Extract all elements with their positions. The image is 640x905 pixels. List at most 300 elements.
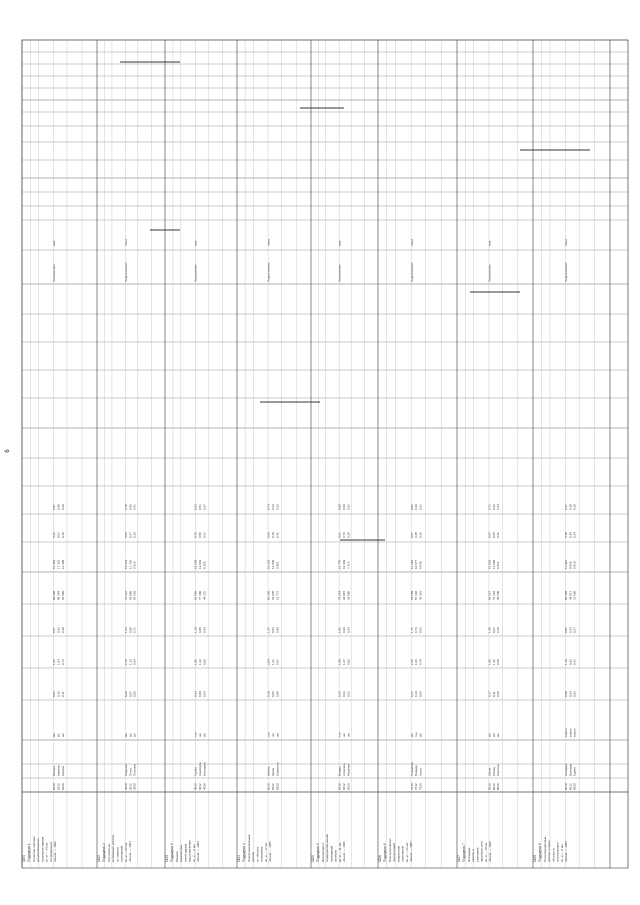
- sub-value: 0,24: [572, 532, 577, 538]
- record-code: 1194: [237, 855, 241, 862]
- sub-reference: Окраска: [496, 764, 501, 776]
- record-description: документация на: [36, 838, 41, 862]
- record-description: кв. м — 8 шт.: [559, 843, 564, 862]
- record-title: Подрядчик 2: [102, 843, 106, 862]
- sub-value: 0,48: [563, 532, 568, 538]
- sub-value: 2,15: [123, 659, 128, 665]
- sub-reference: Трубы: [193, 767, 198, 776]
- sub-value: 51 772: [275, 590, 280, 600]
- sub-value: 0,73: [60, 659, 65, 665]
- sub-value: 45 790: [496, 590, 501, 600]
- sub-value: 0,58: [198, 532, 203, 538]
- sub-reference: Покрытие: [409, 762, 414, 776]
- sub-value: 13 384: [409, 559, 414, 569]
- record-tag: план: [123, 239, 128, 246]
- sub-unit: компл: [563, 728, 568, 737]
- sub-op-code: 4012: [198, 783, 203, 790]
- sub-op-code: 5010: [266, 783, 271, 790]
- record-description: помещений: [329, 845, 334, 862]
- record-description: объект — 1009: [564, 841, 568, 862]
- sub-value: 0,57: [409, 532, 414, 538]
- record-description: работы: [251, 851, 256, 862]
- sub-value: 8 612: [496, 561, 501, 569]
- sub-op-code: 8020: [496, 783, 501, 790]
- record-description: системы: [333, 850, 338, 862]
- sub-value: 0,51: [56, 532, 61, 538]
- sub-value: 88 304: [56, 590, 61, 600]
- sub-value: 72 112: [123, 591, 128, 600]
- sub-value: 0,48: [60, 627, 65, 633]
- record-code: 1191: [22, 855, 26, 862]
- sub-reference: Светильн.: [275, 761, 280, 776]
- sub-value: 0,39: [132, 532, 137, 538]
- sub-value: 1,37: [266, 627, 271, 633]
- sub-value: 1,09: [414, 659, 419, 665]
- sub-value: 0,02: [346, 691, 351, 697]
- sub-reference: Сдача: [572, 767, 577, 776]
- sub-value: 0,08: [275, 691, 280, 697]
- sub-op-code: 3012: [128, 783, 133, 790]
- sub-value: 48 115: [202, 591, 207, 600]
- sub-reference: Бордюр: [414, 765, 419, 776]
- sub-value: 57 340: [414, 590, 419, 600]
- sub-value: 0,57: [52, 627, 56, 633]
- sub-op-code: 7012: [414, 783, 419, 790]
- sub-value: 0,34: [496, 504, 501, 510]
- sub-value: 62 930: [270, 590, 275, 600]
- record-description: по отделке: [115, 846, 120, 862]
- record-description: Вентиляция и: [321, 842, 325, 862]
- sub-value: 0,32: [496, 532, 501, 538]
- record-description: сетей здания: [183, 843, 188, 862]
- record-description: утепление: [475, 847, 480, 862]
- sub-reference: Наладка: [563, 763, 568, 776]
- sub-value: 12 408: [60, 559, 65, 569]
- sub-reference: Отделка: [123, 764, 128, 776]
- sub-value: 11 740: [128, 560, 133, 569]
- record-tag: план: [409, 239, 414, 246]
- sub-reference: Утепл.: [487, 766, 492, 776]
- record-description: Строительно-: [107, 842, 111, 862]
- sub-value: 54 203: [132, 590, 137, 600]
- sub-unit: шт: [341, 733, 346, 737]
- sub-value: 86 027: [487, 590, 492, 600]
- sub-unit: м3: [52, 733, 56, 737]
- sub-unit: м2: [123, 733, 128, 737]
- sub-value: 0,69: [266, 532, 271, 538]
- sub-unit: п.м: [193, 732, 198, 737]
- record-description: капремонт здания: [40, 836, 45, 862]
- record-description: Проектно-сметная: [32, 836, 36, 862]
- sub-value: 0,27: [409, 691, 414, 697]
- sub-value: 0,81: [563, 627, 568, 633]
- sub-value: 0,83: [270, 627, 275, 633]
- sub-value: 89 490: [52, 590, 56, 600]
- sub-value: 49 917: [568, 590, 573, 600]
- sub-op-code: 2012: [56, 783, 61, 790]
- record-title: Подрядчик 8: [538, 843, 542, 862]
- sub-value: 0,02: [572, 691, 577, 697]
- sub-value: 77 480: [198, 590, 203, 600]
- record-description: Монтаж: [175, 851, 179, 862]
- record-block: [165, 240, 206, 862]
- sub-value: 1,64: [123, 627, 128, 633]
- sub-value: 0,62: [56, 627, 61, 633]
- sub-value: 0,27: [202, 504, 207, 510]
- record-description: наружных стен: [479, 841, 484, 862]
- sub-unit: компл: [568, 728, 573, 737]
- sub-value: 19 402: [341, 559, 346, 569]
- sub-value: 0,03: [52, 691, 56, 697]
- record-description: водоснабжение: [187, 840, 192, 862]
- record-code: 1196: [378, 855, 382, 862]
- sub-value: 0,43: [52, 532, 56, 538]
- record-description: кв. м — 19 шт.: [483, 842, 488, 862]
- record-description: объект — 1003: [128, 841, 132, 862]
- sub-value: 0,34: [346, 627, 351, 633]
- sub-value: 0,07: [128, 691, 133, 697]
- sub-value: 58 406: [563, 590, 568, 600]
- sub-value: 0,35: [418, 532, 423, 538]
- sub-op-code: 3020: [132, 783, 137, 790]
- sub-value: 14 095: [491, 559, 496, 569]
- sub-value: 1,12: [128, 659, 133, 665]
- sub-value: 18 220: [193, 559, 198, 569]
- sub-unit: м2: [132, 733, 137, 737]
- sub-op-code: 9012: [568, 783, 573, 790]
- sub-op-code: 3010: [123, 783, 128, 790]
- record-code: 1197: [457, 855, 461, 862]
- sub-value: 0,12: [337, 691, 342, 697]
- sub-value: 0,03: [341, 691, 346, 697]
- sub-op-code: 4010: [193, 783, 198, 790]
- sub-value: 0,74: [414, 627, 419, 633]
- sub-unit: п.м: [337, 732, 342, 737]
- sub-value: 91 006: [193, 590, 198, 600]
- sub-value: 1,33: [198, 659, 203, 665]
- record-tag: вып.: [52, 239, 56, 246]
- sub-value: 0,74: [266, 504, 271, 510]
- sub-value: 0,11: [60, 691, 65, 697]
- sub-value: 1,96: [487, 659, 492, 665]
- sub-value: 0,17: [487, 691, 492, 697]
- sub-value: 10 452: [52, 559, 56, 569]
- sub-value: 0,45: [414, 532, 419, 538]
- sub-reference: Арматура: [198, 762, 203, 776]
- sub-value: 1,58: [337, 659, 342, 665]
- sub-reference: Кабель: [266, 766, 271, 776]
- record-block: [22, 240, 65, 862]
- record-description: кв. м — 26 шт.: [404, 842, 409, 862]
- record-description: объект — 1006: [342, 841, 346, 862]
- sub-op-code: 6020: [346, 783, 351, 790]
- sub-value: 0,11: [491, 691, 496, 697]
- sub-value: 0,28: [346, 532, 351, 538]
- sub-value: 0,59: [275, 627, 280, 633]
- record-code: 1198: [533, 855, 537, 862]
- sub-value: 1,19: [563, 659, 568, 665]
- sub-op-code: 7020: [418, 783, 423, 790]
- sub-reference: Испытан.: [568, 763, 573, 776]
- sub-reference: Решётки: [346, 764, 351, 776]
- sub-value: 16 853: [487, 559, 492, 569]
- sub-value: 0,36: [275, 504, 280, 510]
- table-frame: [22, 40, 628, 868]
- record-description: территории: [396, 845, 401, 862]
- sub-value: 0,63: [193, 504, 198, 510]
- sub-value: 0,58: [337, 504, 342, 510]
- record-description: объект — 1007: [409, 841, 413, 862]
- sub-value: 0,04: [202, 691, 207, 697]
- record-block: [237, 239, 279, 862]
- record-tag: вып.: [337, 239, 342, 246]
- record-description: работы и сдача: [547, 840, 552, 862]
- sub-value: 0,06: [270, 691, 275, 697]
- sub-value: 0,49: [414, 504, 419, 510]
- record-title: Подрядчик 7: [462, 843, 466, 862]
- sub-value: 0,10: [414, 691, 419, 697]
- sub-value: 0,97: [491, 627, 496, 633]
- sub-value: 13 902: [198, 559, 203, 569]
- sub-value: 0,99: [341, 627, 346, 633]
- sub-value: 39 880: [346, 590, 351, 600]
- sub-value: 0,61: [337, 532, 342, 538]
- record-block: [533, 239, 577, 862]
- record-title: Подрядчик 3: [170, 843, 174, 862]
- sub-value: 12 006: [270, 559, 275, 569]
- record-status: Подготовлено: [563, 262, 568, 282]
- sub-value: 0,66: [123, 532, 128, 538]
- sub-value: 73 118: [491, 591, 496, 600]
- sub-op-code: 6010: [337, 783, 342, 790]
- sub-unit: п.м: [266, 732, 271, 737]
- sub-unit: компл: [572, 728, 577, 737]
- record-status: Установлено: [193, 264, 198, 282]
- sub-value: 0,66: [202, 659, 207, 665]
- sub-unit: м2: [56, 733, 61, 737]
- record-description: освещение: [259, 846, 264, 862]
- sub-value: 8 305: [202, 561, 207, 569]
- record-description: озеленение: [400, 845, 405, 862]
- sub-value: 0,05: [496, 691, 501, 697]
- sub-value: 0,22: [123, 691, 128, 697]
- record-description: Пусконаладочные: [543, 836, 547, 862]
- sub-value: 1,47: [341, 659, 346, 665]
- record-description: объект — 1004: [196, 841, 200, 862]
- sub-op-code: 5012: [270, 783, 275, 790]
- sub-value: 6 018: [572, 561, 577, 569]
- sub-value: 0,06: [418, 691, 423, 697]
- sub-value: 0,60: [491, 504, 496, 510]
- sub-value: 0,92: [568, 659, 573, 665]
- sub-value: 0,31: [418, 504, 423, 510]
- sub-value: 94 015: [341, 590, 346, 600]
- sub-op-code: 9020: [572, 783, 577, 790]
- sub-value: 0,19: [266, 691, 271, 697]
- sub-reference: Каменн.: [56, 764, 61, 776]
- sub-value: 0,95: [198, 627, 203, 633]
- sub-value: 0,22: [346, 504, 351, 510]
- sub-value: 69 850: [128, 590, 133, 600]
- sub-value: 0,40: [568, 532, 573, 538]
- sub-reference: Бетонн.: [52, 765, 56, 776]
- record-description: объект — 1005: [268, 841, 272, 862]
- sub-value: 0,55: [491, 532, 496, 538]
- sub-reference: Газон: [418, 768, 423, 776]
- sub-value: 1,04: [56, 659, 61, 665]
- sub-value: 0,19: [572, 504, 577, 510]
- sub-value: 1,25: [52, 659, 56, 665]
- record-description: кв. м — 17 шт.: [263, 842, 268, 862]
- sub-op-code: 4020: [202, 783, 207, 790]
- sub-value: 0,71: [132, 627, 137, 633]
- sub-value: 0,27: [572, 627, 577, 633]
- sub-value: 17 361: [56, 559, 61, 569]
- sub-value: 0,05: [132, 691, 137, 697]
- record-description: помещений: [119, 845, 124, 862]
- sub-unit: м2: [409, 733, 414, 737]
- sub-value: 1,28: [487, 627, 492, 633]
- record-description: эксплуатацию: [555, 842, 560, 862]
- sub-value: 1,10: [193, 627, 198, 633]
- sub-op-code: 2020: [60, 783, 65, 790]
- record-tag: план: [563, 239, 568, 246]
- sub-unit: м2: [202, 733, 207, 737]
- sub-value: 16 118: [266, 560, 271, 569]
- sub-value: 9 981: [275, 561, 280, 569]
- record-tag: вып.: [193, 239, 198, 246]
- record-description: объекта в: [551, 848, 556, 862]
- sub-op-code: 8012: [491, 783, 496, 790]
- sub-value: 68 509: [409, 590, 414, 600]
- sub-value: 0,71: [487, 504, 492, 510]
- sub-value: 0,53: [418, 627, 423, 633]
- sub-value: 0,41: [572, 659, 577, 665]
- sub-value: 0,47: [563, 504, 568, 510]
- record-description: спецификация: [48, 841, 53, 862]
- sub-value: 0,29: [60, 504, 65, 510]
- sub-value: 31 550: [572, 590, 577, 600]
- sub-value: 10 877: [414, 559, 419, 569]
- sub-value: 1,02: [337, 627, 342, 633]
- record-description: кв. м — 22 шт.: [123, 842, 128, 862]
- sub-value: 0,69: [496, 659, 501, 665]
- sub-op-code: 6012: [341, 783, 346, 790]
- sub-value: 9 615: [132, 561, 137, 569]
- sub-value: 14 770: [337, 559, 342, 569]
- sub-unit: шт: [270, 733, 275, 737]
- sub-value: 9 540: [568, 561, 573, 569]
- sub-value: 0,38: [568, 504, 573, 510]
- sub-value: 0,78: [418, 659, 423, 665]
- record-description: кв. м — 14 шт.: [44, 842, 49, 862]
- record-title: Подрядчик 6: [383, 843, 387, 862]
- sub-op-code: 5020: [275, 783, 280, 790]
- sub-value: 0,52: [346, 659, 351, 665]
- sub-value: 0,55: [128, 504, 133, 510]
- sub-value: 0,46: [496, 627, 501, 633]
- record-code: 1193: [165, 855, 169, 862]
- sub-unit: м2: [60, 733, 65, 737]
- sub-value: 0,49: [270, 532, 275, 538]
- record-status: Установлено: [337, 264, 342, 282]
- record-description: Благоустройство: [388, 838, 392, 862]
- sub-value: 0,41: [275, 532, 280, 538]
- sub-reference: Изоляция: [202, 762, 207, 776]
- sub-value: 0,88: [128, 627, 133, 633]
- sub-value: 1,71: [409, 627, 414, 633]
- sub-value: 66 950: [60, 590, 65, 600]
- record-block: [378, 239, 423, 862]
- sub-value: 0,33: [202, 532, 207, 538]
- sub-value: 79 264: [337, 590, 342, 600]
- sub-value: 0,42: [202, 627, 207, 633]
- sub-value: 0,72: [193, 532, 198, 538]
- record-code: 1195: [311, 855, 315, 862]
- sub-value: 0,45: [56, 504, 61, 510]
- sub-value: 0,64: [568, 627, 573, 633]
- sub-value: 83 640: [266, 590, 271, 600]
- sub-unit: п.м: [414, 732, 419, 737]
- record-title: Подрядчик 5: [316, 843, 320, 862]
- sub-value: 0,47: [128, 532, 133, 538]
- sub-value: 42 661: [418, 590, 423, 600]
- sub-value: 0,41: [132, 504, 137, 510]
- record-code: 1192: [97, 855, 101, 862]
- sub-value: 0,16: [56, 691, 61, 697]
- sub-value: 2,36: [409, 659, 414, 665]
- record-description: объект — 1002: [53, 841, 57, 862]
- sub-value: 0,44: [270, 504, 275, 510]
- record-description: инженерных: [179, 844, 184, 862]
- record-title: Подрядчик 4: [242, 843, 246, 862]
- sub-op-code: 8010: [487, 783, 492, 790]
- record-description: прилегающей: [392, 842, 397, 862]
- sub-op-code: 9010: [563, 783, 568, 790]
- record-description: объект — 1008: [488, 841, 492, 862]
- sub-value: 15 034: [123, 559, 128, 569]
- sub-value: 8 049: [418, 561, 423, 569]
- sub-op-code: 2010: [52, 783, 56, 790]
- sub-value: 0,04: [568, 691, 573, 697]
- sub-reference: Кровля: [60, 766, 65, 776]
- record-description: работы и: [471, 849, 476, 862]
- sub-reference: Воздух.: [337, 765, 342, 776]
- sub-unit: м2: [496, 733, 501, 737]
- sub-unit: м2: [487, 733, 492, 737]
- sub-reference: Щиты: [270, 767, 275, 776]
- record-description: кв. м — 11 шт.: [337, 842, 342, 862]
- sub-value: 0,67: [487, 532, 492, 538]
- sub-op-code: 7010: [409, 783, 414, 790]
- sub-value: 0,14: [193, 691, 198, 697]
- record-description: Фасадные: [467, 847, 471, 862]
- sub-value: 0,82: [409, 504, 414, 510]
- record-description: кв. м — 9 шт.: [191, 843, 196, 862]
- sub-value: 0,78: [123, 504, 128, 510]
- sub-value: 11 203: [563, 560, 568, 569]
- sub-value: 2,04: [266, 659, 271, 665]
- record-description: кондиционирование: [325, 833, 330, 862]
- record-status: Подготовлено: [266, 262, 271, 282]
- record-block: [97, 239, 137, 862]
- record-tag: вып.: [487, 239, 492, 246]
- page-number: 6: [5, 449, 11, 453]
- sub-value: 0,87: [275, 659, 280, 665]
- sub-unit: м2: [418, 733, 423, 737]
- sub-value: 1,21: [270, 659, 275, 665]
- sub-value: 0,09: [198, 691, 203, 697]
